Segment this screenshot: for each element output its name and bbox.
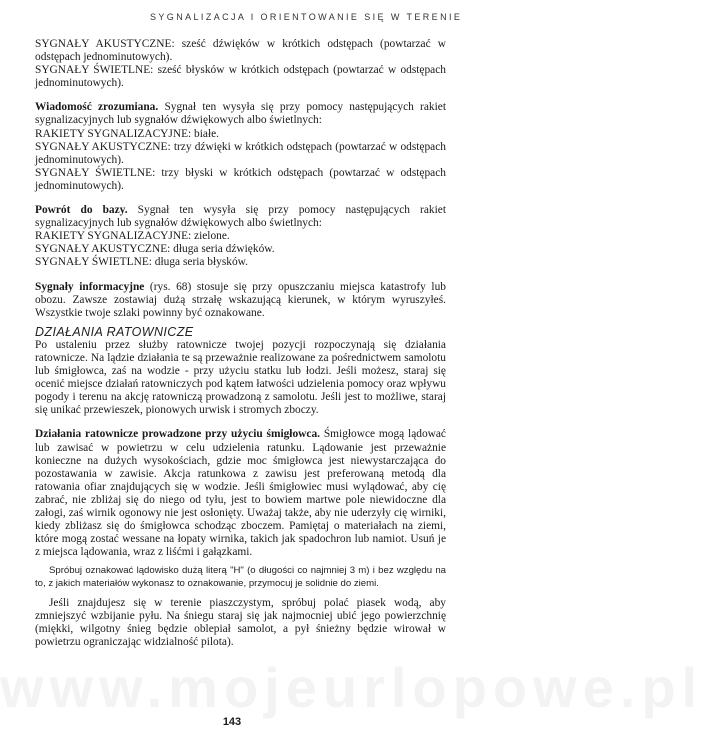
return-acoustic-line: SYGNAŁY AKUSTYCZNE: długa seria dźwięków. (35, 243, 275, 256)
info-signals-text: (rys. 68) stosuje się przy opuszczaniu miejsca katastrofy lub obozu. Zawsze zostawiaj dużą strzałę wskazującą kierunek, w którym wyruszyłeś. Wszystkie twoje szlaki powinny być oznakowane. (35, 280, 446, 319)
acoustic-signal-line: SYGNAŁY AKUSTYCZNE: sześć dźwięków w krótkich odstępach (powtarzać w odstępach jednominutowych). (35, 38, 446, 64)
helicopter-paragraph (35, 428, 446, 559)
helicopter-heading: Działania ratownicze prowadzone przy użyciu śmigłowca. (35, 428, 320, 441)
rescue-intro-paragraph: Po ustaleniu przez służby ratownicze twojej pozycji rozpoczynają się działania ratownicze. Na lądzie działania te są przeważnie realizowane za pośrednictwem samolotu lub śmigłowca, zaś na wodzie - przy użyciu statku lub łodzi. Jeśli możesz, staraj się ocenić miejsce działań ratowniczych pod kątem łatwości udzielenia pomocy oraz wpływu pogody i terenu na akcję ratowniczą prowadzoną z samolotu. Jeśli jest to możliwe, staraj się unikać przewieszek, pionowych urwisk i stromych zboczy. (35, 338, 446, 417)
info-signals-heading: Sygnały informacyjne (35, 280, 145, 293)
page-number: 143 (222, 716, 242, 728)
return-base-paragraph (35, 204, 446, 230)
info-signals-paragraph (35, 281, 446, 320)
page-content (35, 38, 446, 649)
message-understood-heading: Wiadomość zrozumiana. (35, 101, 159, 114)
return-base-heading: Powrót do bazy. (35, 204, 128, 217)
message-understood-text: Sygnał ten wysyła się przy pomocy następujących rakiet sygnalizacyjnych lub sygnałów dźwiękowych albo świetlnych: (35, 101, 446, 127)
return-base-text: Sygnał ten wysyła się przy pomocy następujących rakiet sygnalizacyjnych lub sygnałów dźwiękowych albo świetlnych: (35, 204, 446, 230)
running-head: SYGNALIZACJA I ORIENTOWANIE SIĘ W TERENIE (150, 12, 463, 22)
helicopter-text: Śmigłowce mogą lądować lub zawisać w powietrzu w celu udzielenia ratunku. Lądowanie jest przeważnie konieczne na dużych wysokościach, gdzie moc śmigłowca jest niewystarczająca do pozostawania w zawisie. Akcja ratunkowa z zawisu jest preferowaną metodą dla ratowania ofiar znajdujących się w wodzie. Jeśli śmigłowiec musi wylądować, aby cię zabrać, nie zbliżaj się do niego od tyłu, jest to bowiem martwe pole niewidoczne dla załogi, zaś wirnik ogonowy nie jest osłonięty. Uważaj także, aby nie uderzyły cię wirniki, kiedy zbliżasz się do śmigłowca schodząc zboczem. Pamiętaj o materiałach na ziemi, które mogą zostać wessane na łopaty wirnika, takich jak spadochron lub namiot. Usuń je z miejsca lądowania, wraz z liśćmi i gałązkami. (35, 428, 446, 559)
light-signal-line: SYGNAŁY ŚWIETLNE: sześć błysków w krótkich odstępach (powtarzać w odstępach jednominutowych). (35, 64, 446, 90)
watermark: www.mojeurlopowe.pl (0, 656, 703, 719)
understood-rockets-line: RAKIETY SYGNALIZACYJNE: białe. (35, 127, 220, 140)
landing-note: Spróbuj oznakować lądowisko dużą literą "H" (o długości co najmniej 3 m) i bez względu na to, z jakich materiałów wykonasz to oznakowanie, przymocuj je solidnie do ziemi. (35, 565, 446, 589)
sand-snow-paragraph: Jeśli znajdujesz się w terenie piaszczystym, spróbuj polać piasek wodą, aby zmniejszyć wzbijanie pyłu. Na śniegu staraj się jak najmocniej ubić jego powierzchnię (miękki, wilgotny śnieg będzie oblepiał samolot, a pył śnieżny będzie wirował w powietrzu ograniczając widzialność pilota). (35, 596, 446, 648)
message-understood-paragraph (35, 101, 446, 127)
understood-acoustic-line: SYGNAŁY AKUSTYCZNE: trzy dźwięki w krótkich odstępach (powtarzać w odstępach jednominutowych). (35, 140, 446, 166)
section-title: DZIAŁANIA RATOWNICZE (35, 324, 194, 339)
return-light-line: SYGNAŁY ŚWIETLNE: długa seria błysków. (35, 256, 249, 269)
understood-light-line: SYGNAŁY ŚWIETLNE: trzy błyski w krótkich odstępach (powtarzać w odstępach jednominutowych). (35, 166, 446, 192)
return-rockets-line: RAKIETY SYGNALIZACYJNE: zielone. (35, 230, 230, 243)
